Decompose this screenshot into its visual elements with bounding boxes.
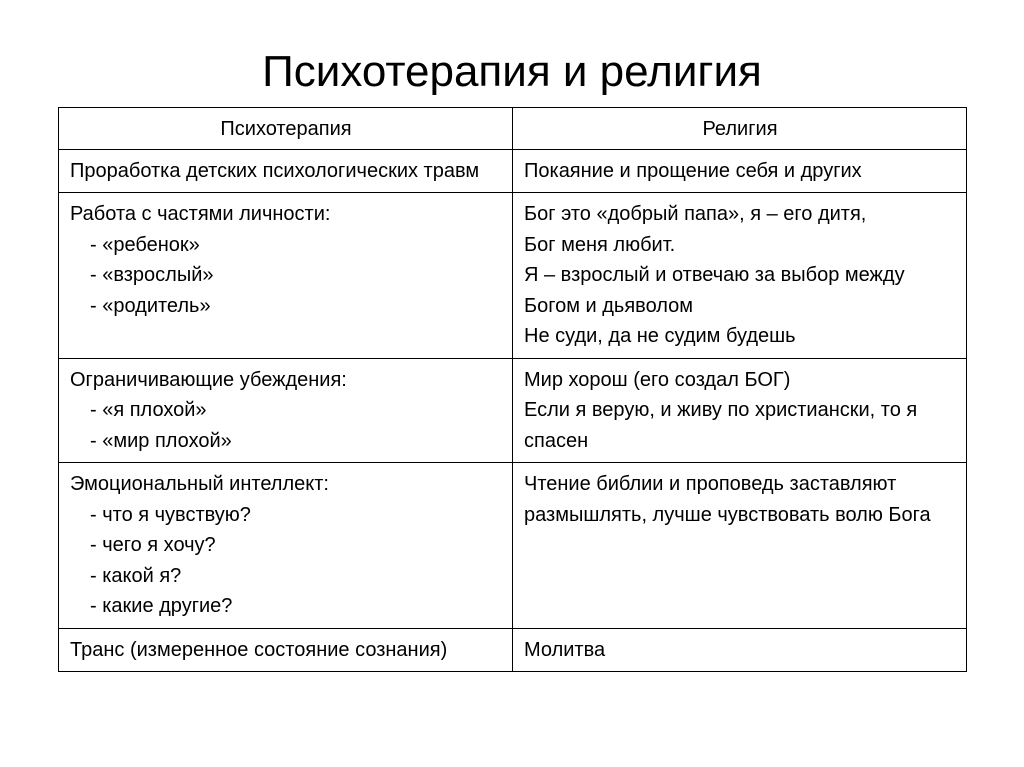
table-row	[59, 463, 967, 629]
cell-text: Эмоциональный интеллект:	[70, 473, 329, 495]
cell-text: Бог это «добрый папа», я – его дитя,	[524, 203, 867, 225]
cell-list-item: - что я чувствую?	[90, 503, 251, 526]
cell-text: Мир хорош (его создал БОГ)	[524, 368, 791, 391]
cell-text: Чтение библии и проповедь заставляют размышлять, лучше чувствовать волю Бога	[524, 473, 931, 526]
cell-psychotherapy	[59, 149, 513, 193]
cell-text: Не суди, да не судим будешь	[524, 325, 796, 347]
cell-text: Я – взрослый и отвечаю за выбор между Богом и дьяволом	[524, 264, 905, 317]
table-row	[59, 358, 967, 463]
cell-list-item: - «родитель»	[90, 294, 211, 317]
header-psychotherapy: Психотерапия	[59, 108, 513, 150]
cell-psychotherapy	[59, 193, 513, 359]
cell-text: Транс (измеренное состояние сознания)	[70, 638, 448, 661]
header-religion: Религия	[513, 108, 967, 150]
cell-list-item: - «мир плохой»	[90, 429, 232, 452]
slide-title: Психотерапия и религия	[262, 47, 762, 96]
table-header-row	[59, 108, 967, 150]
table-row	[59, 628, 967, 672]
cell-list-item: - какой я?	[90, 564, 182, 587]
cell-text: Проработка детских психологических травм	[70, 159, 480, 182]
table-row	[59, 193, 967, 359]
cell-list-item: - «я плохой»	[90, 399, 207, 421]
cell-list-item: - «взрослый»	[90, 264, 214, 286]
cell-text: Работа с частями личности:	[70, 203, 331, 225]
cell-psychotherapy	[59, 463, 513, 629]
cell-text: Покаяние и прощение себя и других	[524, 159, 862, 182]
cell-list-item: - какие другие?	[90, 595, 233, 617]
table-row	[59, 149, 967, 193]
cell-text: Молитва	[524, 638, 606, 661]
cell-psychotherapy	[59, 628, 513, 672]
cell-religion	[513, 463, 967, 629]
cell-list-item: - чего я хочу?	[90, 534, 216, 556]
cell-list-item: - «ребенок»	[90, 233, 200, 256]
cell-religion	[513, 358, 967, 463]
cell-religion	[513, 149, 967, 193]
comparison-table	[58, 107, 967, 672]
cell-text: Бог меня любит.	[524, 233, 676, 256]
cell-psychotherapy	[59, 358, 513, 463]
cell-text: Ограничивающие убеждения:	[70, 368, 347, 391]
cell-text: Если я верую, и живу по христиански, то я спасен	[524, 399, 918, 452]
cell-religion	[513, 628, 967, 672]
cell-religion	[513, 193, 967, 359]
